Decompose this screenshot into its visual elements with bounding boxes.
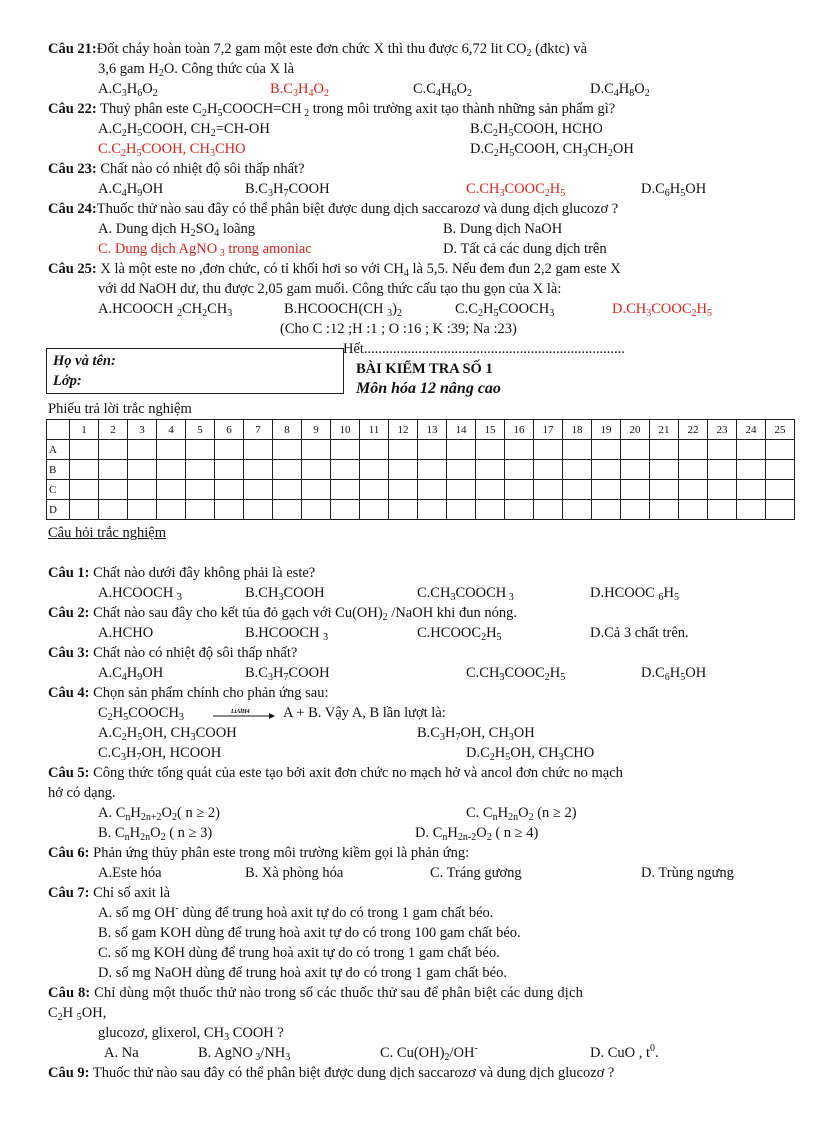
q25-option-c: $C.C_2H_5COOCH_3$ — [455, 301, 555, 319]
q21-option-c: $C.C_4H_6O_2$ — [413, 81, 472, 99]
question-7: Câu 7: Chỉ số axit là — [48, 885, 171, 901]
question-3: Câu 3: Chất nào có nhiệt độ sôi thấp nhất? — [48, 645, 298, 661]
question-5: Câu 5: Công thức tổng quát của este tạo bởi axit đơn chức no mạch hở và ancol đơn chức no mạch — [48, 765, 623, 781]
student-info-box — [46, 348, 344, 394]
subject-title: Môn hóa 12 nâng cao — [356, 380, 501, 397]
q24-option-c: C. Dung dịch AgNO $_3$ trong amoniac — [98, 241, 312, 259]
question-6: Câu 6: Phản ứng thủy phân este trong môi trường kiềm gọi là phản ứng: — [48, 845, 470, 861]
question-8: Câu 8: Chỉ dùng một thuốc thử nào trong số các thuốc thử sau để phân biệt các dung dịch — [48, 985, 583, 1001]
answer-grid: 1 2 3 4 5 6 7 8 9 10 11 12 13 14 15 16 17 18 19 20 21 22 23 24 25 A B C D — [46, 419, 795, 520]
class-label: Lớp: — [53, 373, 82, 389]
question-25: Câu 25: X là một este no ,đơn chức, có tỉ khối hơi so với $CH_4$ là 5,5. Nếu đem đun 2,2 gam este X — [48, 261, 621, 279]
test-title: BÀI KIỂM TRA SỐ 1 — [356, 361, 493, 377]
q24-option-a: A. Dung dịch $H_2SO_4$ loãng — [98, 221, 256, 239]
question-2: Câu 2: Chất nào sau đây cho kết tủa đỏ gạch với $Cu(OH)_2$ /NaOH khi đun nóng. — [48, 605, 517, 623]
q22-option-b: $B.C_2H_5COOH$, HCHO — [470, 121, 603, 139]
question-23: Câu 23: Chất nào có nhiệt độ sôi thấp nhất? — [48, 161, 305, 177]
grid-row-d: D — [47, 500, 795, 520]
q21-option-d: $D.C_4H_8O_2$ — [590, 81, 650, 99]
end-marker: Hết........................................................................ — [343, 341, 625, 357]
answer-sheet-label: Phiếu trả lời trắc nghiệm — [48, 401, 192, 417]
q24-option-b: B. Dung dịch NaOH — [443, 221, 563, 237]
q24-option-d: D. Tất cả các dung dịch trên — [443, 241, 607, 257]
name-label: Họ và tên: — [53, 353, 116, 369]
question-21: Câu 21:Đốt cháy hoàn toàn 7,2 gam một este đơn chức X thì thu được 6,72 lit $CO_2$ (đktc) và — [48, 41, 588, 59]
q22-option-d: $D.C_2H_5COOH$, $CH_3CH_2OH$ — [470, 141, 634, 159]
q21-option-b: $B.C_3H_4O_2$ — [270, 81, 329, 99]
q22-option-c: $C.C_2H_5COOH$, $CH_3CHO$ — [98, 141, 246, 159]
q25-option-b: B.HCOOCH(CH $_3)_2$ — [284, 301, 402, 319]
reaction-arrow — [213, 707, 275, 719]
question-22: Câu 22: Thuỷ phân este $C_2H_5COOCH=CH$ $_2$ trong môi trường axit tạo thành những sản phẩm gì? — [48, 101, 616, 119]
questions-header: Câu hỏi trắc nghiệm — [48, 525, 166, 541]
grid-row-a: A — [47, 440, 795, 460]
exam-page: Câu 21:Đốt cháy hoàn toàn 7,2 gam một este đơn chức X thì thu được 6,72 lit $CO_2$ (đktc) và 3,6 gam $H_2O$. Công thức của X là $A.C_3H_6O_2$ $B.C_3H_4O_2$ $C.C_4H_6O_2$ $D.C_4H_8O_2$ Câu 22: Thuỷ phân este $C_2H_5COOCH=CH$ $_2$ trong môi trường axit tạo thành những sản phẩm gì? $A.C_2H_5COOH$, $CH_2=CH-OH$ $B.C_2H_5COOH$, HCHO $C.C_2H_5COOH$, $CH_3CHO$ $D.C_2H_5COOH$, $CH_3CH_2OH$ Câu 23: Chất nào có nhiệt độ sôi thấp nhất? $A.C_4H_9OH$ $B.C_3H_7COOH$ $C.CH_3COOC_2H_5$ $D.C_6H_5OH$ Câu 24:Thuốc thử nào sau đây có thể phân biệt được dung dịch saccarozơ và dung dịch glucozơ ? A. Dung dịch $H_2SO_4$ loãng B. Dung dịch NaOH C. Dung dịch AgNO $_3$ trong amoniac D. Tất cả các dung dịch trên Câu 25: X là một este no ,đơn chức, có tỉ khối hơi so với $CH_4$ là 5,5. Nếu đem đun 2,2 gam este X với dd NaOH dư, thu được 2,05 gam muối. Công thức cấu tạo thu gọn của X là: A.HCOOCH $_2CH_2CH_3$ B.HCOOCH(CH $_3)_2$ $C.C_2H_5COOCH_3$ $D.CH_3COOC_2H_5$ (Cho C :12 ;H :1 ; O :16 ; K :39; Na :23) Hết........................................................................ Họ và tên: Lớp: BÀI KIỂM TRA SỐ 1 Môn hóa 12 nâng cao Phiếu trả lời trắc nghiệm 1 2 3 4 5 6 7 8 9 10 11 12 13 14 15 16 17 18 19 20 21 22 23 24 25 A B C D Câu hỏi trắc nghiệm Câu 1: Chất nào dưới đây không phải là este? A.HCOOCH $_3$ $B.CH_3COOH$ $C.CH_3COOCH$ $_3$ D.HCOOC $_6H_5$ Câu 2: Chất nào sau đây cho kết tủa đỏ gạch với $Cu(OH)_2$ /NaOH khi đun nóng. A.HCHO B.HCOOCH $_3$ $C.HCOOC_2H_5$ D.Cả 3 chất trên. Câu 3: Chất nào có nhiệt độ sôi thấp nhất? $A.C_4H_9OH$ $B.C_3H_7COOH$ $C.CH_3COOC_2H_5$ $D.C_6H_5OH$ Câu 4: Chọn sản phẩm chính cho phản ứng sau: $C_2H_5COOCH_3$ LiAlH4 A + B. Vậy A, B lần lượt là: $A.C_2H_5OH$, $CH_3COOH$ $B.C_3H_7OH$, $CH_3OH$ $C.C_3H_7OH$, HCOOH $D.C_2H_5OH$, $CH_3CHO$ Câu 5: Công thức tổng quát của este tạo bởi axit đơn chức no mạch hở và ancol đơn chức no mạch hở có dạng. A. $C_nH_{2n+2}O_2$( n ≥ 2) C. $C_nH_{2n}O_2$ (n ≥ 2) B. $C_nH_{2n}O_2$ ( n ≥ 3) D. $C_nH_{2n-2}O_2$ ( n ≥ 4) Câu 6: Phản ứng thủy phân este trong môi trường kiềm gọi là phản ứng: A.Este hóa B. Xà phòng hóa C. Tráng gương D. Trùng ngưng Câu 7: Chỉ số axit là A. số mg OH- dùng để trung hoà axit tự do có trong 1 gam chất béo. B. số gam KOH dùng để trung hoà axit tự do có trong 100 gam chất béo. C. số mg KOH dùng để trung hoà axit tự do có trong 1 gam chất béo. D. số mg NaOH dùng để trung hoà axit tự do có trong 1 gam chất béo. Câu 8: Chỉ dùng một thuốc thử nào trong số các thuốc thử sau để phân biệt các dung dịch $C_2H$ $_5$OH, glucozơ, glixerol, $CH_3$ COOH ? A. Na B. AgNO $_3/NH_3$ C. $Cu(OH)_2/OH^-$ D. CuO , $t^0$. Câu 9: Thuốc thử nào sau đây có thể phân biệt được dung dịch saccarozơ và dung dịch glucozơ ? — [0, 0, 816, 1123]
question-4: Câu 4: Chọn sản phẩm chính cho phản ứng sau: — [48, 685, 329, 701]
grid-row-c: C — [47, 480, 795, 500]
q25-option-d: $D.CH_3COOC_2H_5$ — [612, 301, 713, 319]
question-9: Câu 9: Thuốc thử nào sau đây có thể phân biệt được dung dịch saccarozơ và dung dịch glucozơ ? — [48, 1065, 615, 1081]
atomic-masses: (Cho C :12 ;H :1 ; O :16 ; K :39; Na :23) — [280, 321, 517, 337]
q22-option-a: $A.C_2H_5COOH$, $CH_2=CH-OH$ — [98, 121, 270, 139]
q25-option-a: A.HCOOCH $_2CH_2CH_3$ — [98, 301, 233, 319]
svg-text:LiAlH4: LiAlH4 — [231, 709, 250, 715]
question-24: Câu 24:Thuốc thử nào sau đây có thể phân biệt được dung dịch saccarozơ và dung dịch glucozơ ? — [48, 201, 619, 217]
question-1: Câu 1: Chất nào dưới đây không phải là este? — [48, 565, 316, 581]
q21-option-a: $A.C_3H_6O_2$ — [98, 81, 158, 99]
grid-row-b: B — [47, 460, 795, 480]
